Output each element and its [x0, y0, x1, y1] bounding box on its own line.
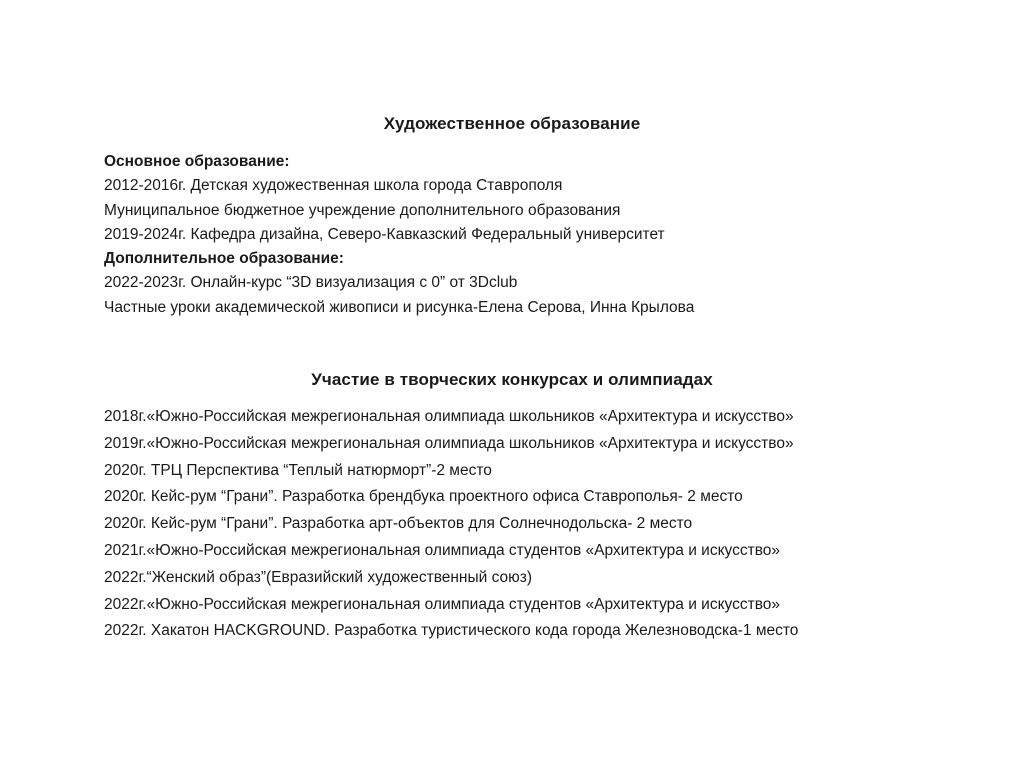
- competition-item: 2022г. Хакатон HACKGROUND. Разработка туристического кода города Железноводска-1 место: [104, 622, 799, 640]
- competition-item: 2020г. Кейс-рум “Грани”. Разработка брендбука проектного офиса Ставрополья- 2 место: [104, 488, 743, 506]
- basic-education-heading: Основное образование:: [104, 153, 290, 170]
- basic-education-item: 2019-2024г. Кафедра дизайна, Северо-Кавказский Федеральный университет: [104, 225, 665, 243]
- competitions-section: [104, 404, 798, 645]
- competition-item: 2021г.«Южно-Российская межрегиональная олимпиада студентов «Архитектура и искусство»: [104, 541, 781, 559]
- competition-item: 2020г. ТРЦ Перспектива “Теплый натюрморт”-2 место: [104, 461, 492, 479]
- competition-item: 2020г. Кейс-рум “Грани”. Разработка арт-объектов для Солнечнодольска- 2 место: [104, 515, 693, 533]
- competition-item: 2018г.«Южно-Российская межрегиональная олимпиада школьников «Архитектура и искусство»: [104, 408, 794, 425]
- competitions-section-title: Участие в творческих конкурсах и олимпиадах: [311, 370, 713, 389]
- extra-education-item: 2022-2023г. Онлайн-курс “3D визуализация с 0” от 3Dclub: [104, 274, 518, 292]
- extra-education-heading: Дополнительное образование:: [104, 250, 344, 268]
- competition-item: 2022г.“Женский образ”(Евразийский художественный союз): [104, 568, 533, 586]
- extra-education-item: Частные уроки академической живописи и рисунка-Елена Серова, Инна Крылова: [104, 298, 695, 316]
- education-section: [104, 150, 694, 320]
- education-section-title: Художественное образование: [383, 114, 641, 133]
- competition-item: 2019г.«Южно-Российская межрегиональная олимпиада школьников «Архитектура и искусство»: [104, 434, 794, 452]
- basic-education-item: 2012-2016г. Детская художественная школа города Ставрополя: [104, 177, 563, 195]
- basic-education-item: Муниципальное бюджетное учреждение дополнительного образования: [104, 201, 621, 219]
- competition-item: 2022г.«Южно-Российская межрегиональная олимпиада студентов «Архитектура и искусство»: [104, 595, 781, 613]
